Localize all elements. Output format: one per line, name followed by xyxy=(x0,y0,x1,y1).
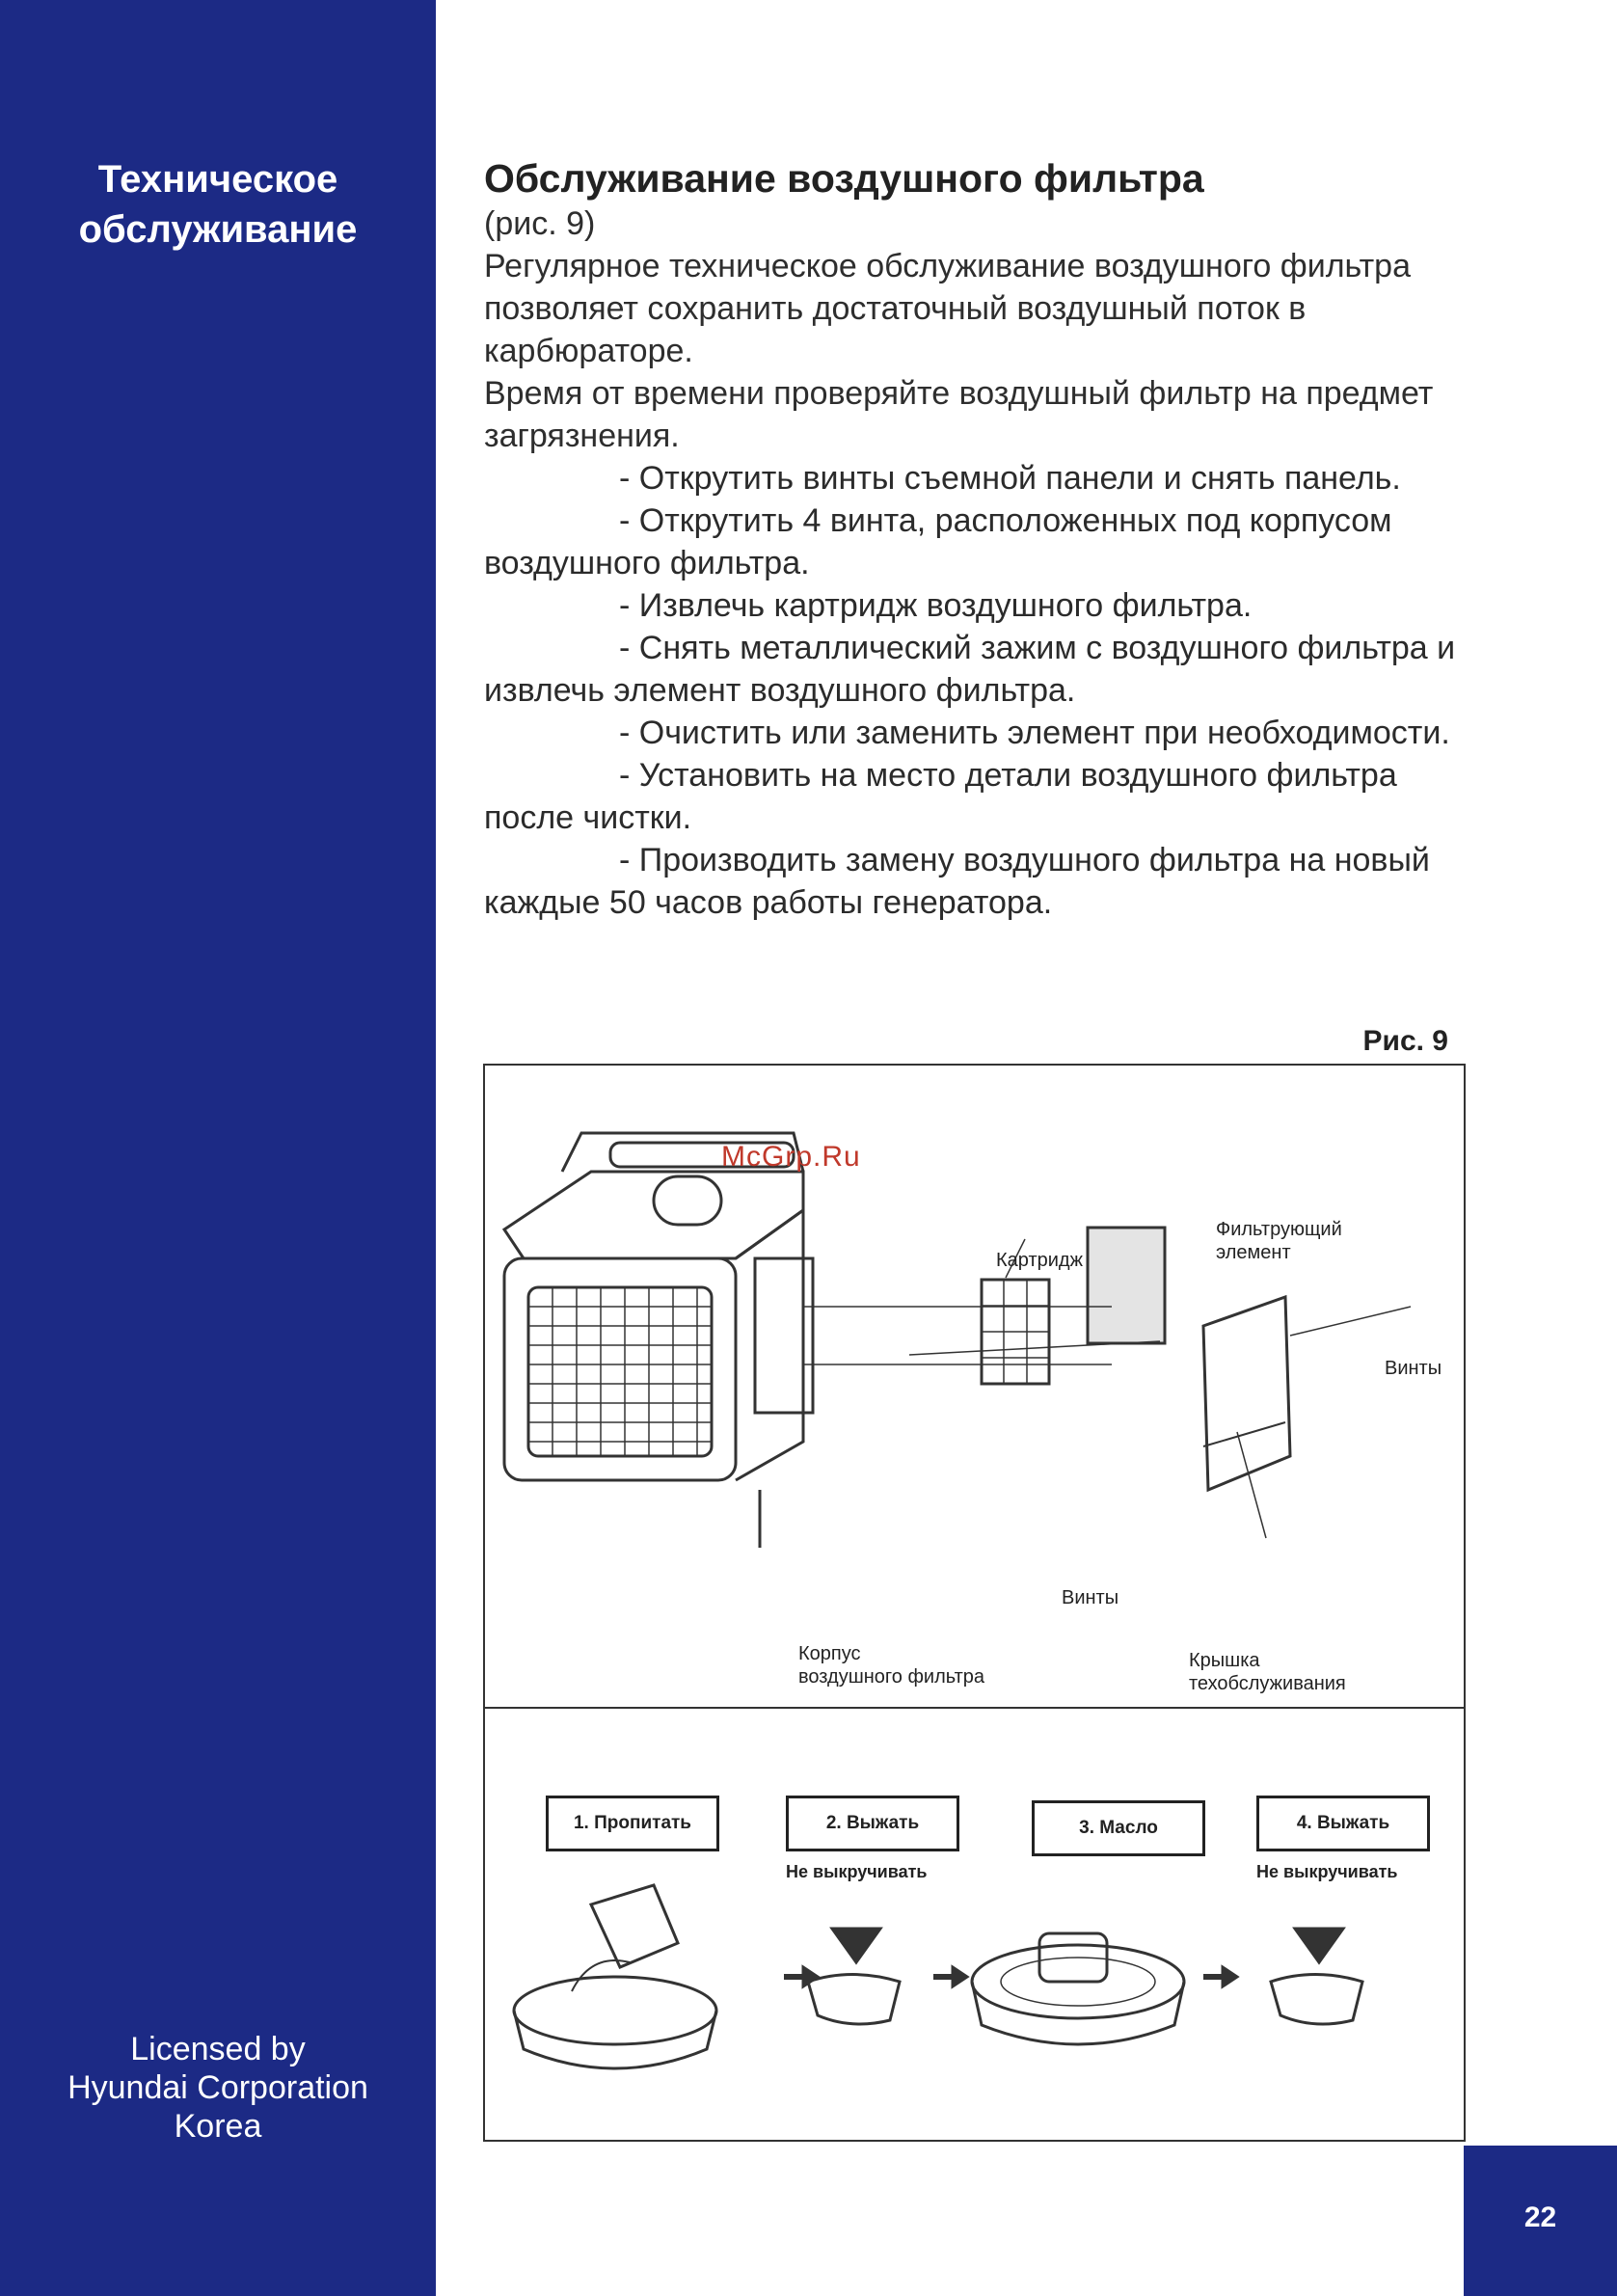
callout-housing-line1: Корпус xyxy=(798,1643,861,1664)
page-heading: Обслуживание воздушного фильтра xyxy=(484,156,1204,201)
section-title-line2: обслуживание xyxy=(78,208,358,251)
filter-element-drawing xyxy=(1088,1228,1165,1343)
callout-cover-line2: техобслуживания xyxy=(1189,1673,1346,1694)
license-line3: Korea xyxy=(174,2108,262,2145)
step-item: - Очистить или заменить элемент при необходимости. xyxy=(619,715,1450,751)
step-box-1: 1. Пропитать xyxy=(546,1796,719,1851)
step-item: - Открутить винты съемной панели и снять панель. xyxy=(619,460,1401,497)
generator-drawing xyxy=(504,1133,813,1548)
sidebar xyxy=(0,0,436,2296)
step-box-2: 2. Выжать xyxy=(786,1796,959,1851)
maintenance-cover-drawing xyxy=(1203,1297,1290,1538)
callout-housing xyxy=(798,1642,984,1688)
license-line1: Licensed by xyxy=(130,2031,306,2067)
step-item: - Открутить 4 винта, расположенных под корпусом воздушного фильтра. xyxy=(484,502,1392,581)
callout-cover xyxy=(1189,1649,1346,1695)
callout-filter-element-line2: элемент xyxy=(1216,1242,1291,1263)
callout-filter-element xyxy=(1216,1218,1342,1264)
step-item: - Извлечь картридж воздушного фильтра. xyxy=(619,587,1253,624)
figure-reference: (рис. 9) xyxy=(484,205,596,242)
callout-housing-line2: воздушного фильтра xyxy=(798,1666,985,1688)
intro-paragraph-2: Время от времени проверяйте воздушный фильтр на предмет загрязнения. xyxy=(484,375,1434,454)
step-item: - Производить замену воздушного фильтра на новый каждые 50 часов работы генератора. xyxy=(484,842,1430,921)
step-box-4: 4. Выжать xyxy=(1256,1796,1430,1851)
watermark: McGrp.Ru xyxy=(721,1141,861,1173)
step-4-warning: Не выкручивать xyxy=(1256,1862,1398,1881)
page-number: 22 xyxy=(1523,2201,1557,2233)
main-content xyxy=(484,154,1468,924)
figure-label: Рис. 9 xyxy=(1362,1025,1448,1057)
step-item: - Установить на место детали воздушного фильтра после чистки. xyxy=(484,757,1397,836)
step-illustrations xyxy=(514,1885,1362,2068)
license-note xyxy=(0,2030,436,2146)
callout-cover-line1: Крышка xyxy=(1189,1650,1260,1671)
intro-paragraph-1: Регулярное техническое обслуживание воздушного фильтра позволяет сохранить достаточный воздушный поток в карбюраторе. xyxy=(484,248,1411,369)
step-2-warning: Не выкручивать xyxy=(786,1862,928,1881)
section-title xyxy=(0,154,436,255)
step-item: - Снять металлический зажим с воздушного фильтра и извлечь элемент воздушного фильтра. xyxy=(484,630,1456,709)
license-line2: Hyundai Corporation xyxy=(67,2069,368,2106)
figure-9 xyxy=(483,1064,1466,2142)
callout-cartridge: Картридж xyxy=(996,1250,1083,1271)
section-title-line1: Техническое xyxy=(97,158,338,201)
callout-screws-right: Винты xyxy=(1385,1358,1442,1379)
figure-divider xyxy=(485,1707,1464,1709)
page-number-box xyxy=(1464,2146,1617,2296)
callout-filter-element-line1: Фильтрующий xyxy=(1216,1219,1342,1240)
callout-screws-bottom: Винты xyxy=(1062,1587,1119,1608)
step-box-3: 3. Масло xyxy=(1032,1800,1205,1856)
